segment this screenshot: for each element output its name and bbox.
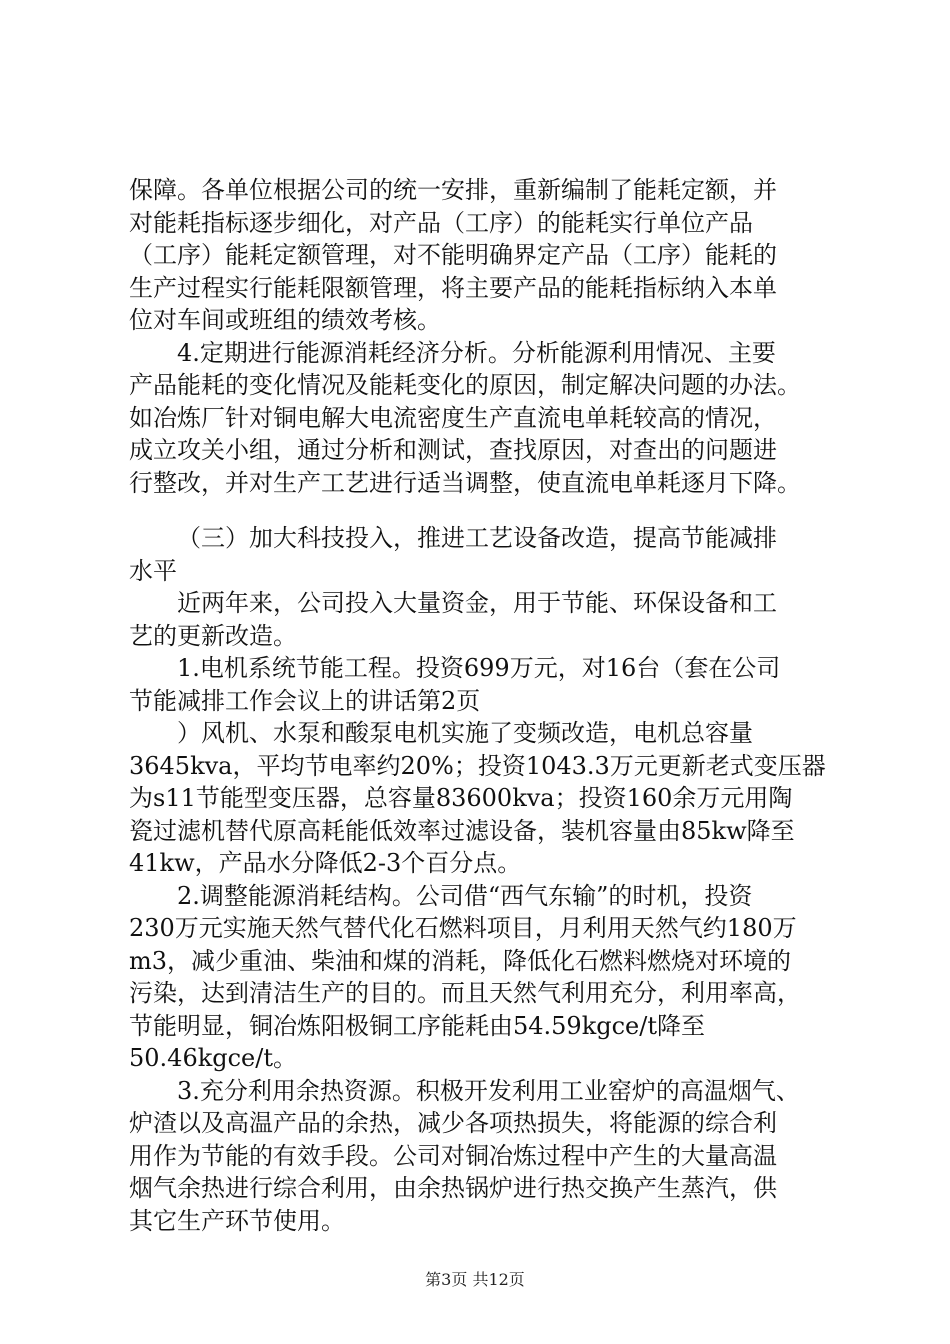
text-line: 如冶炼厂针对铜电解大电流密度生产直流电单耗较高的情况， [129, 403, 777, 432]
text-line: 行整改，并对生产工艺进行适当调整，使直流电单耗逐月下降。 [129, 468, 801, 497]
text-line: 对能耗指标逐步细化，对产品（工序）的能耗实行单位产品 [129, 208, 753, 237]
text-line: 近两年来，公司投入大量资金，用于节能、环保设备和工 [177, 589, 777, 617]
text-line: 炉渣以及高温产品的余热，减少各项热损失，将能源的综合利 [129, 1109, 777, 1137]
text-line: 产品能耗的变化情况及能耗变化的原因，制定解决问题的办法。 [129, 371, 801, 399]
text-line: 生产过程实行能耗限额管理，将主要产品的能耗指标纳入本单 [129, 273, 777, 302]
text-line: 1.电机系统节能工程。投资699万元，对16台（套在公司 [177, 654, 781, 682]
text-line: 位对车间或班组的绩效考核。 [129, 306, 441, 334]
paragraph-gap [129, 499, 829, 522]
text-line: 50.46kgce/t。 [129, 1044, 297, 1072]
text-line: 3645kva，平均节电率约20%；投资1043.3万元更新老式变压器 [129, 751, 826, 780]
text-line: （三）加大科技投入，推进工艺设备改造，提高节能减排 [177, 524, 777, 552]
text-line: 4.定期进行能源消耗经济分析。分析能源利用情况、主要 [177, 338, 776, 367]
text-line: 艺的更新改造。 [129, 621, 297, 650]
text-line: m3，减少重油、柴油和煤的消耗，降低化石燃料燃烧对环境的 [129, 946, 792, 975]
text-line: 41kw，产品水分降低2-3个百分点。 [129, 849, 522, 877]
text-line: 烟气余热进行综合利用，由余热锅炉进行热交换产生蒸汽，供 [129, 1174, 777, 1202]
text-line: 污染，达到清洁生产的目的。而且天然气利用充分，利用率高， [129, 979, 801, 1007]
text-line: 2.调整能源消耗结构。公司借“西气东输”的时机，投资 [177, 881, 753, 910]
text-line: 保障。各单位根据公司的统一安排，重新编制了能耗定额，并 [129, 176, 777, 204]
text-line: （工序）能耗定额管理，对不能明确界定产品（工序）能耗的 [129, 241, 777, 269]
text-line: ）风机、水泵和酸泵电机实施了变频改造，电机总容量 [177, 719, 753, 747]
text-line: 230万元实施天然气替代化石燃料项目，月利用天然气约180万 [129, 914, 797, 942]
text-line: 瓷过滤机替代原高耗能低效率过滤设备，装机容量由85kw降至 [129, 816, 795, 845]
body-text [129, 174, 829, 1237]
text-line: 其它生产环节使用。 [129, 1206, 345, 1235]
text-line: 3.充分利用余热资源。积极开发利用工业窑炉的高温烟气、 [177, 1076, 800, 1105]
text-line: 节能减排工作会议上的讲话第2页 [129, 686, 481, 715]
text-line: 水平 [129, 556, 177, 585]
text-line: 用作为节能的有效手段。公司对铜冶炼过程中产生的大量高温 [129, 1141, 777, 1170]
text-line: 为s11节能型变压器，总容量83600kva；投资160余万元用陶 [129, 784, 793, 812]
text-line: 节能明显，铜冶炼阳极铜工序能耗由54.59kgce/t降至 [129, 1011, 705, 1040]
page-footer: 第3页 共12页 [425, 1270, 525, 1289]
text-line: 成立攻关小组，通过分析和测试，查找原因，对查出的问题进 [129, 436, 777, 464]
